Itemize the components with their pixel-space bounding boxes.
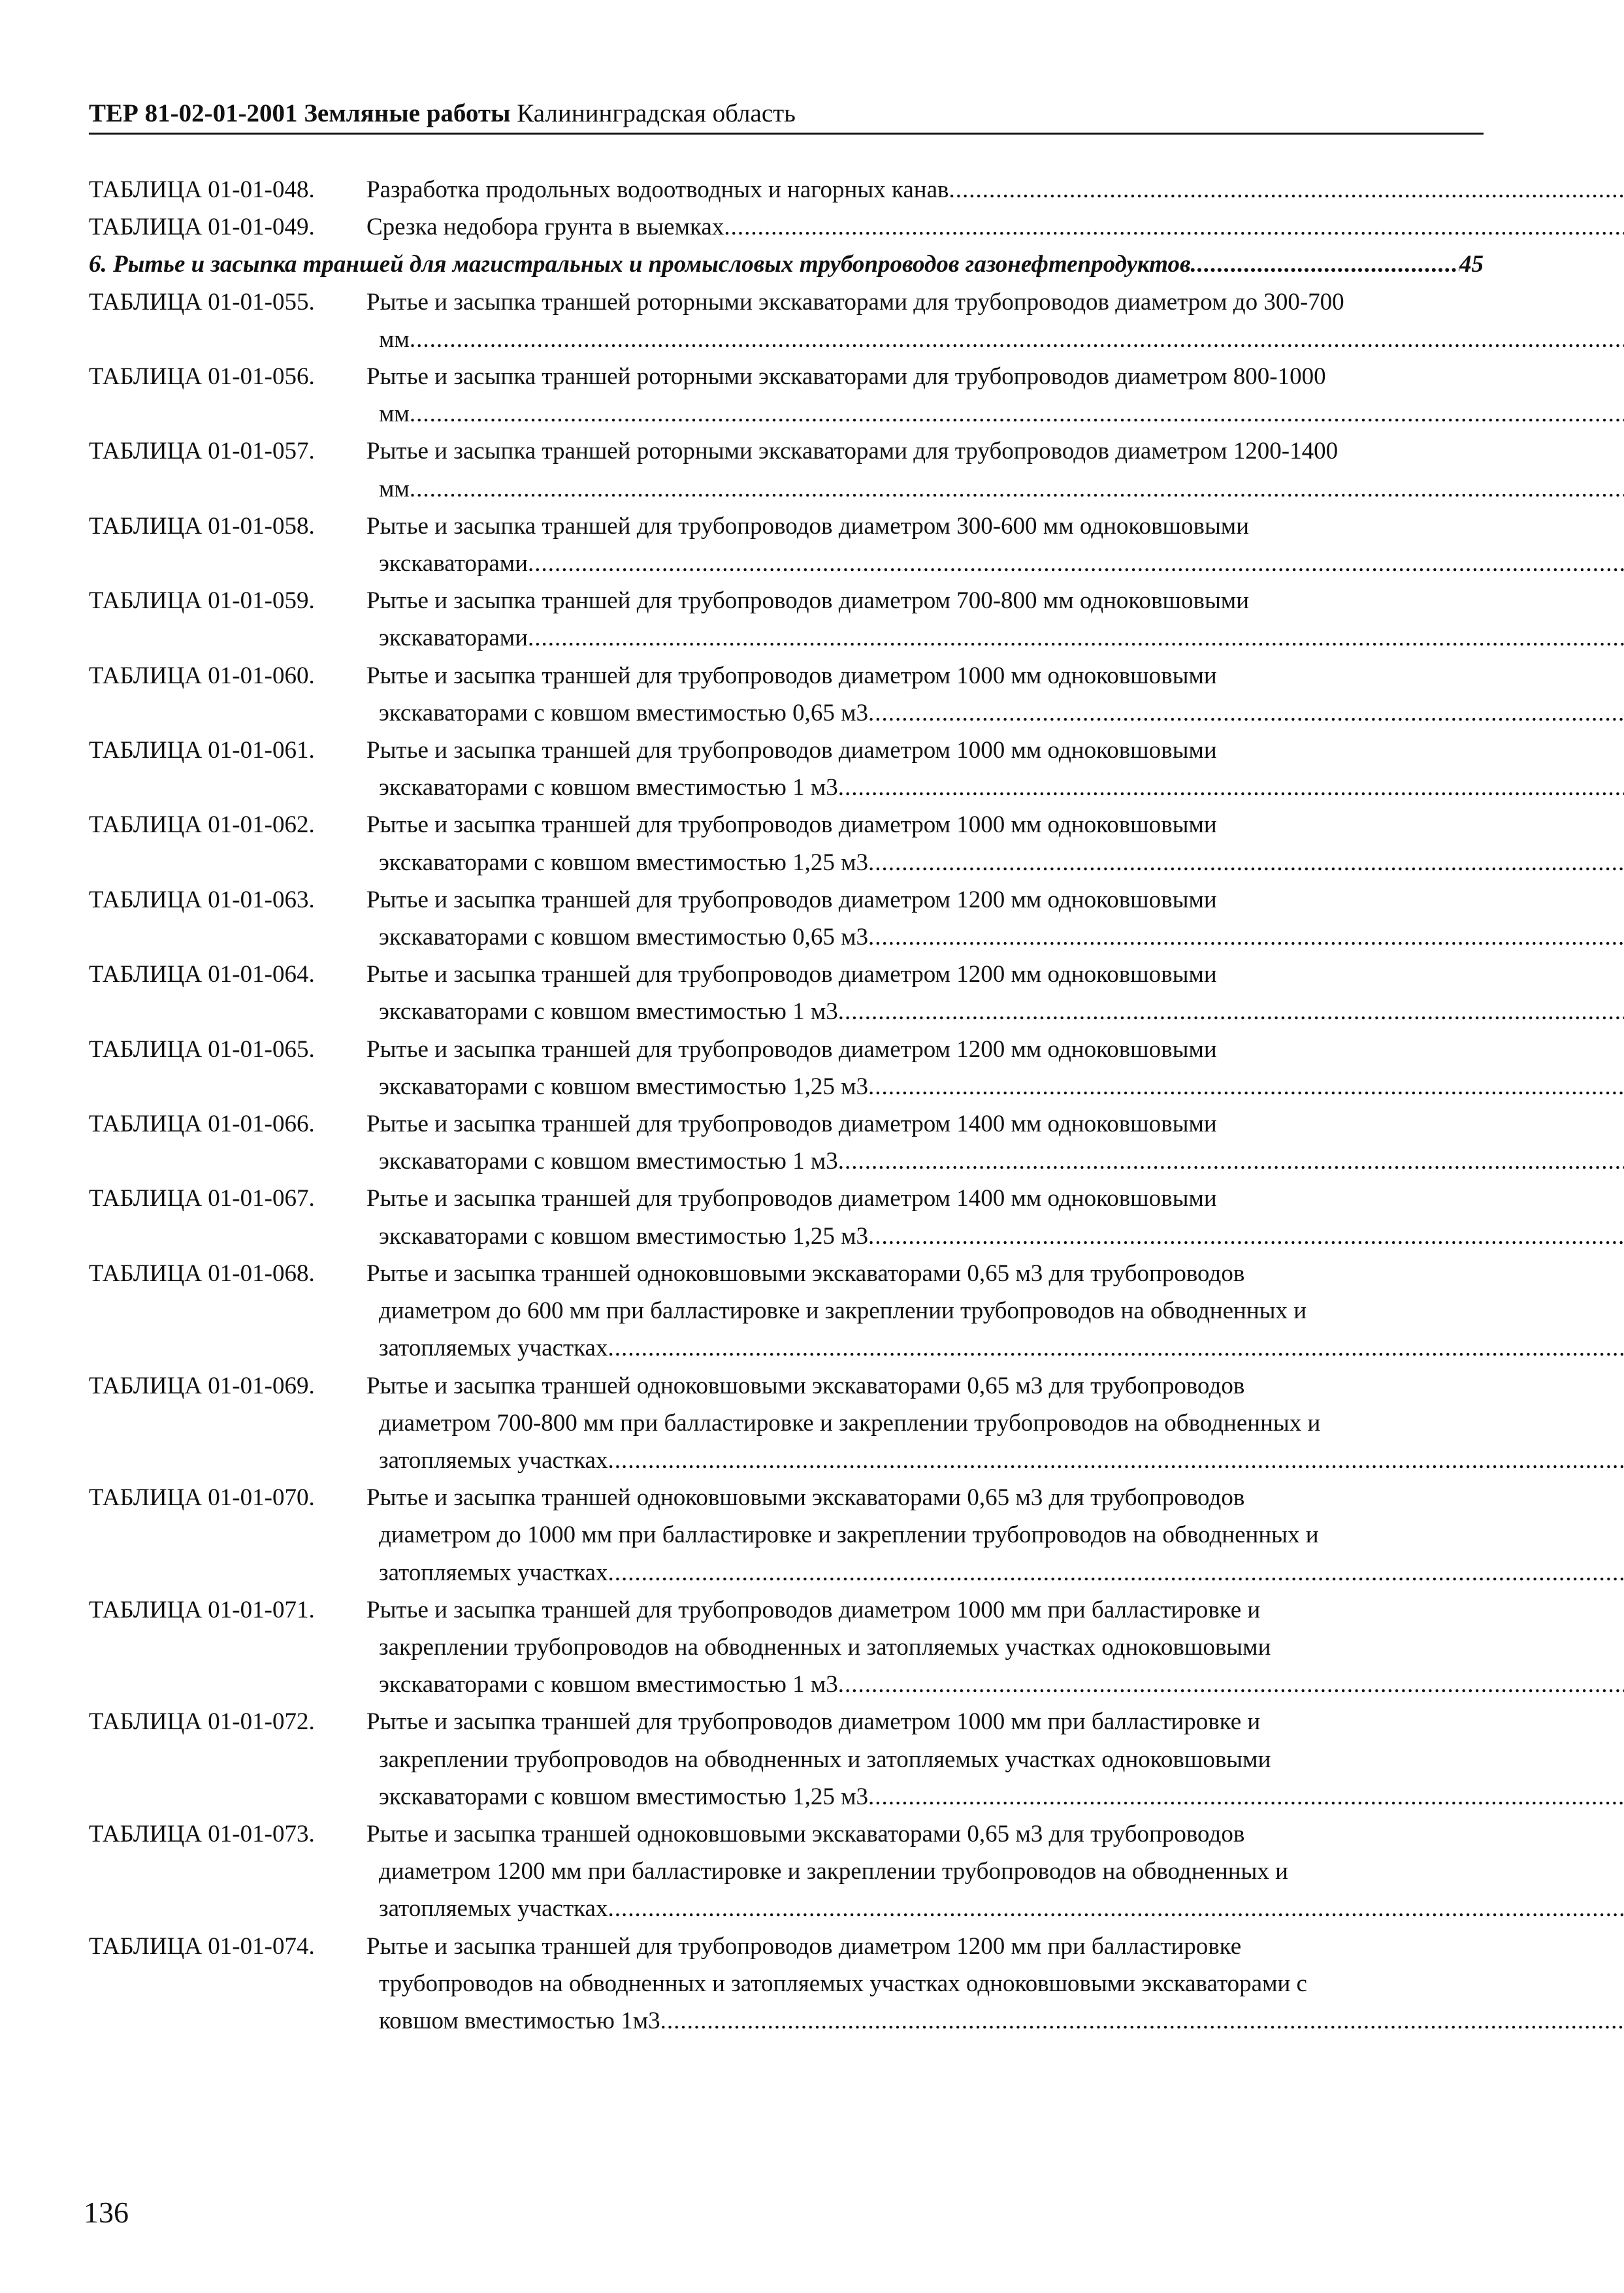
toc-entry[interactable] [89,1255,1484,1367]
entry-title-line [366,1666,1624,1703]
entry-title [366,1815,1624,1928]
entry-title-line [366,208,1624,246]
entry-title-text: мм [379,475,410,502]
entry-title-line: диаметром 700-800 мм при балластировке и закреплении трубопроводов на обводненных и [379,1409,1321,1437]
toc-entry[interactable] [89,806,1484,881]
running-header [89,97,1484,131]
entry-title-line: диаметром до 1000 мм при балластировке и закреплении трубопроводов на обводненных и [379,1521,1319,1549]
table-number: ТАБЛИЦА 01-01-068. [89,1260,315,1287]
dot-leader [608,1890,1624,1927]
entry-title-text: экскаваторами с ковшом вместимостью 0,65 м3 [379,699,868,726]
entry-title [366,582,1624,657]
entry-title [366,1703,1624,1815]
entry-title [366,956,1624,1030]
table-number: ТАБЛИЦА 01-01-048. [89,176,315,203]
entry-title-text: экскаваторами с ковшом вместимостью 0,65 м3 [379,924,868,951]
entry-title-line [366,2002,1624,2040]
entry-title [366,1479,1624,1591]
entry-title [366,1591,1624,1704]
entry-title-text: экскаваторами с ковшом вместимостью 1,25 м3 [379,1783,868,1810]
section-title: 6. Рытье и засыпка траншей для магистральных и промысловых трубопроводов газонефтепродуктов [89,251,1191,278]
entry-title-text: затопляемых участках [379,1559,608,1586]
entry-title-line: Рытье и засыпка траншей роторными экскаваторами для трубопроводов диаметром 1200-1400 [366,438,1339,465]
entry-title-line [366,470,1624,508]
toc-entry[interactable] [89,732,1484,806]
dot-leader [608,1329,1624,1367]
entry-title-line [366,1442,1624,1479]
entry-title-line: Рытье и засыпка траншей для трубопроводов диаметром 1000 мм при балластировке и [366,1596,1261,1623]
entry-title [366,1031,1624,1105]
document-title: Земляные работы [304,99,511,127]
table-number: ТАБЛИЦА 01-01-066. [89,1111,315,1138]
entry-title-text: экскаваторами [379,550,528,577]
dot-leader [868,1778,1624,1815]
entry-title-line: Рытье и засыпка траншей для трубопроводов диаметром 1400 мм одноковшовыми [366,1111,1217,1138]
entry-title [366,881,1624,956]
dot-leader [724,208,1624,246]
entry-title [366,358,1624,432]
entry-title [366,1928,1624,2040]
entry-title-line [366,1554,1624,1591]
table-number: ТАБЛИЦА 01-01-071. [89,1596,315,1623]
toc-entry[interactable] [89,358,1484,432]
entry-title-line: Рытье и засыпка траншей для трубопроводов диаметром 1000 мм одноковшовыми [366,737,1217,764]
table-number: ТАБЛИЦА 01-01-058. [89,512,315,540]
toc-entry[interactable] [89,432,1484,507]
entry-title-line: Рытье и засыпка траншей роторными экскаваторами для трубопроводов диаметром до 300-700 [366,288,1344,316]
dot-leader [528,619,1624,657]
toc-entry[interactable] [89,1479,1484,1591]
table-number: ТАБЛИЦА 01-01-074. [89,1932,315,1960]
entry-title [366,1367,1624,1480]
dot-leader [608,1554,1624,1591]
entry-title-text: экскаваторами с ковшом вместимостью 1,25 м3 [379,849,868,876]
entry-title-line [366,769,1624,806]
toc-entry[interactable] [89,657,1484,732]
table-of-contents [89,171,1484,2040]
toc-entry[interactable] [89,171,1484,208]
entry-title-text: экскаваторами с ковшом вместимостью 1 м3 [379,774,838,802]
entry-title-text: Разработка продольных водоотводных и нагорных канав [366,176,949,203]
entry-title-line [366,545,1624,582]
dot-leader [838,769,1624,806]
toc-entry[interactable] [89,1703,1484,1815]
entry-title-line: закреплении трубопроводов на обводненных и затопляемых участках одноковшовыми [379,1633,1271,1661]
table-number: ТАБЛИЦА 01-01-064. [89,961,315,988]
dot-leader [949,171,1624,208]
entry-title-text: экскаваторами с ковшом вместимостью 1 м3 [379,1671,838,1699]
section-heading[interactable] [89,246,1484,283]
dot-leader [868,844,1624,881]
entry-title [366,508,1624,582]
entry-title [366,1105,1624,1180]
entry-title-line: Рытье и засыпка траншей для трубопроводов диаметром 1200 мм одноковшовыми [366,1035,1217,1063]
dot-leader [838,1666,1624,1703]
dot-leader [838,1143,1624,1180]
entry-title-line [366,321,1624,358]
entry-title [366,432,1624,507]
toc-entry[interactable] [89,1367,1484,1480]
toc-entry[interactable] [89,1591,1484,1704]
entry-title-line [366,1068,1624,1105]
table-number: ТАБЛИЦА 01-01-055. [89,288,315,316]
entry-title-text: экскаваторами с ковшом вместимостью 1 м3 [379,998,838,1026]
entry-title-line [366,919,1624,956]
document-code: ТЕР 81-02-01-2001 [89,99,298,127]
table-number: ТАБЛИЦА 01-01-063. [89,886,315,913]
toc-entry[interactable] [89,1031,1484,1105]
table-number: ТАБЛИЦА 01-01-056. [89,363,315,391]
entry-title-text: экскаваторами [379,625,528,652]
entry-title-text: ковшом вместимостью 1м3 [379,2007,660,2034]
entry-title [366,1180,1624,1254]
table-number: ТАБЛИЦА 01-01-069. [89,1372,315,1399]
entry-title-line: Рытье и засыпка траншей одноковшовыми экскаваторами 0,65 м3 для трубопроводов [366,1820,1245,1847]
dot-leader [868,694,1624,732]
entry-title-text: затопляемых участках [379,1335,608,1362]
entry-title-line: Рытье и засыпка траншей для трубопроводов диаметром 1000 мм одноковшовыми [366,662,1217,689]
entry-title-line [366,1329,1624,1367]
entry-title-line [366,1143,1624,1180]
table-number: ТАБЛИЦА 01-01-061. [89,737,315,764]
entry-title-line [366,844,1624,881]
entry-title-text: экскаваторами с ковшом вместимостью 1,25 м3 [379,1222,868,1250]
entry-title [366,208,1624,246]
entry-title-text: Срезка недобора грунта в выемках [366,214,724,241]
entry-title-line: диаметром 1200 мм при балластировке и закреплении трубопроводов на обводненных и [379,1858,1288,1885]
dot-leader [868,1068,1624,1105]
table-number: ТАБЛИЦА 01-01-073. [89,1820,315,1847]
entry-title-line [366,395,1624,432]
table-number: ТАБЛИЦА 01-01-065. [89,1035,315,1063]
dot-leader [608,1442,1624,1479]
toc-entry[interactable] [89,881,1484,956]
page-reference: 45 [1459,251,1484,278]
entry-title-line: Рытье и засыпка траншей для трубопроводов диаметром 1000 мм одноковшовыми [366,811,1217,839]
toc-entry[interactable] [89,956,1484,1030]
entry-title-line [366,1890,1624,1927]
header-rule [89,133,1484,135]
entry-title-line: Рытье и засыпка траншей для трубопроводов диаметром 1200 мм при балластировке [366,1932,1242,1960]
dot-leader [1191,246,1460,283]
table-number: ТАБЛИЦА 01-01-057. [89,438,315,465]
dot-leader [868,919,1624,956]
region-name: Калининградская область [517,99,796,127]
entry-title-line: Рытье и засыпка траншей одноковшовыми экскаваторами 0,65 м3 для трубопроводов [366,1484,1245,1512]
dot-leader [528,545,1624,582]
entry-title-line [366,171,1624,208]
dot-leader [410,470,1624,508]
dot-leader [410,395,1624,432]
entry-title-line: трубопроводов на обводненных и затопляемых участках одноковшовыми экскаваторами с [379,1970,1307,1997]
entry-title [366,732,1624,806]
entry-title-line: Рытье и засыпка траншей для трубопроводов диаметром 700-800 мм одноковшовыми [366,587,1250,615]
entry-title [366,284,1624,358]
entry-title-line [366,619,1624,657]
toc-entry[interactable] [89,1815,1484,1928]
entry-title-line: Рытье и засыпка траншей для трубопроводов диаметром 1200 мм одноковшовыми [366,886,1217,913]
entry-title-line [366,694,1624,732]
page-number: 136 [84,2196,129,2229]
entry-title [366,1255,1624,1367]
entry-title [366,171,1624,208]
entry-title-line: Рытье и засыпка траншей для трубопроводов диаметром 300-600 мм одноковшовыми [366,512,1250,540]
dot-leader [660,2002,1624,2040]
table-number: ТАБЛИЦА 01-01-059. [89,587,315,615]
entry-title-text: экскаваторами с ковшом вместимостью 1,25 м3 [379,1073,868,1100]
table-number: ТАБЛИЦА 01-01-067. [89,1185,315,1212]
entry-title [366,806,1624,881]
table-number: ТАБЛИЦА 01-01-072. [89,1708,315,1736]
entry-title-line: Рытье и засыпка траншей роторными экскаваторами для трубопроводов диаметром 800-1000 [366,363,1326,391]
table-number: ТАБЛИЦА 01-01-049. [89,214,315,241]
toc-entry[interactable] [89,508,1484,582]
dot-leader [868,1218,1624,1255]
table-number: ТАБЛИЦА 01-01-060. [89,662,315,689]
entry-title-text: экскаваторами с ковшом вместимостью 1 м3 [379,1148,838,1175]
entry-title-line: Рытье и засыпка траншей для трубопроводов диаметром 1000 мм при балластировке и [366,1708,1261,1736]
entry-title-line [366,1218,1624,1255]
table-number: ТАБЛИЦА 01-01-062. [89,811,315,839]
table-number: ТАБЛИЦА 01-01-070. [89,1484,315,1512]
entry-title [366,657,1624,732]
entry-title-line: Рытье и засыпка траншей для трубопроводов диаметром 1200 мм одноковшовыми [366,961,1217,988]
entry-title-text: мм [379,325,410,353]
entry-title-line [366,993,1624,1030]
entry-title-line: диаметром до 600 мм при балластировке и закреплении трубопроводов на обводненных и [379,1297,1307,1325]
toc-entry[interactable] [89,1928,1484,2040]
toc-entry[interactable] [89,582,1484,657]
entry-title-line: Рытье и засыпка траншей одноковшовыми экскаваторами 0,65 м3 для трубопроводов [366,1372,1245,1399]
entry-title-text: затопляемых участках [379,1446,608,1474]
entry-title-line [366,1778,1624,1815]
toc-entry[interactable] [89,284,1484,358]
entry-title-text: затопляемых участках [379,1895,608,1923]
dot-leader [838,993,1624,1030]
entry-title-line: Рытье и засыпка траншей одноковшовыми экскаваторами 0,65 м3 для трубопроводов [366,1260,1245,1287]
entry-title-text: мм [379,400,410,428]
toc-entry[interactable] [89,1180,1484,1254]
entry-title-line: Рытье и засыпка траншей для трубопроводов диаметром 1400 мм одноковшовыми [366,1185,1217,1212]
toc-entry[interactable] [89,208,1484,246]
toc-entry[interactable] [89,1105,1484,1180]
dot-leader [410,321,1624,358]
entry-title-line: закреплении трубопроводов на обводненных и затопляемых участках одноковшовыми [379,1746,1271,1773]
